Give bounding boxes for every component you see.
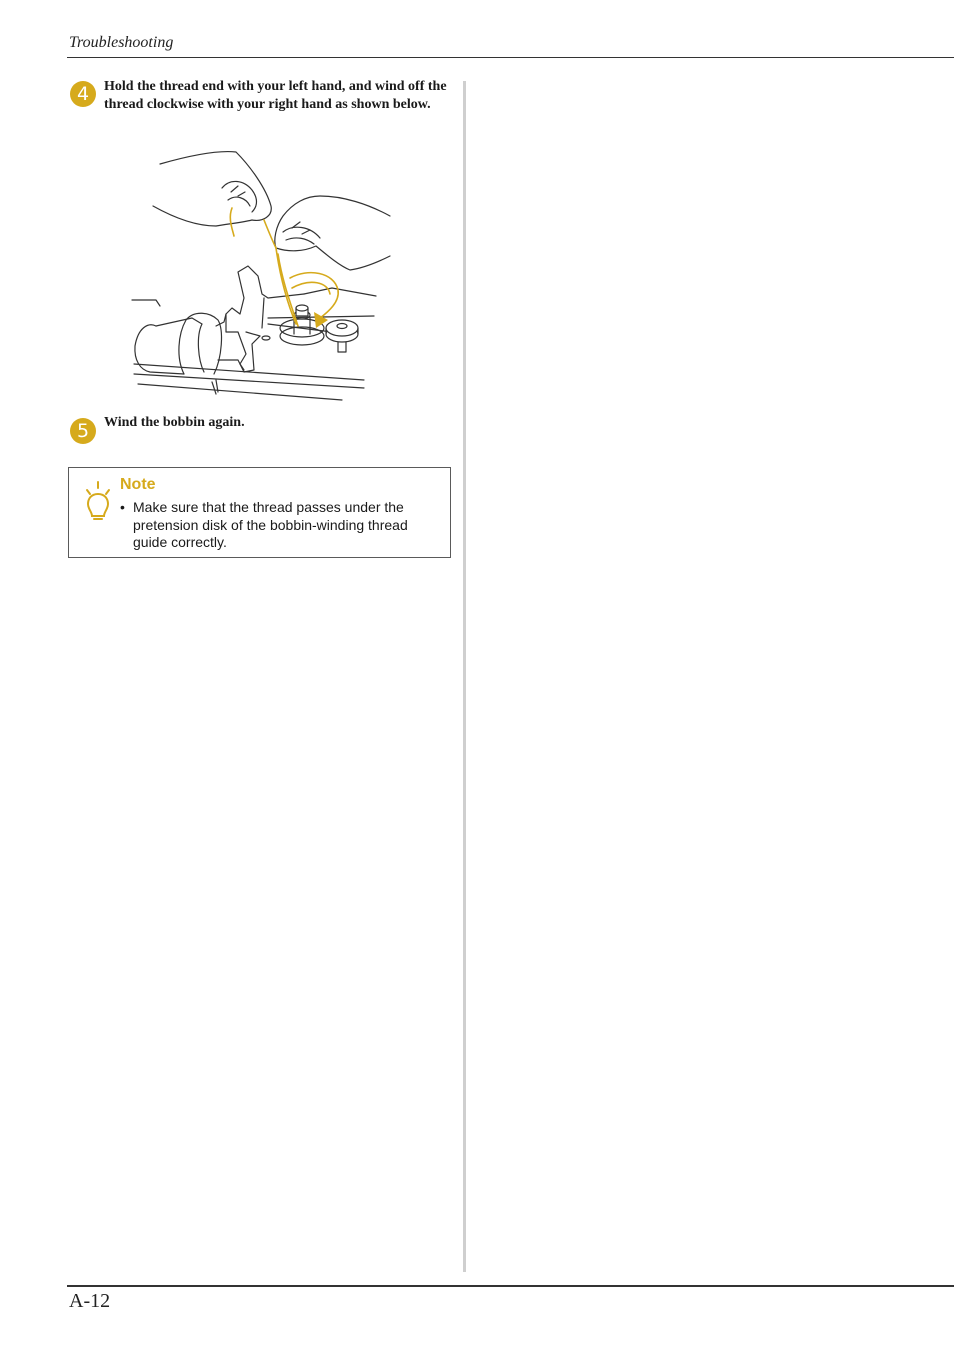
header-rule [67,57,954,58]
note-text: Make sure that the thread passes under the pretension disk of the bobbin-winding thread guide correctly. [133,499,408,550]
note-list-item [120,499,438,552]
lightbulb-icon [83,480,113,520]
page-number: A-12 [69,1290,111,1312]
step-number-badge: 4 [70,81,96,107]
bobbin-winding-illustration [128,148,398,403]
header-title: Troubleshooting [69,34,174,51]
note-box [68,467,451,558]
bullet-marker: • [120,499,125,515]
step-number-badge: 5 [70,418,96,444]
note-title: Note [120,476,156,493]
column-divider [463,81,466,1272]
step-instruction: Hold the thread end with your left hand, and wind off the thread clockwise with your right hand as shown below. [104,79,447,112]
footer-rule [67,1285,954,1287]
step-instruction: Wind the bobbin again. [104,415,245,430]
